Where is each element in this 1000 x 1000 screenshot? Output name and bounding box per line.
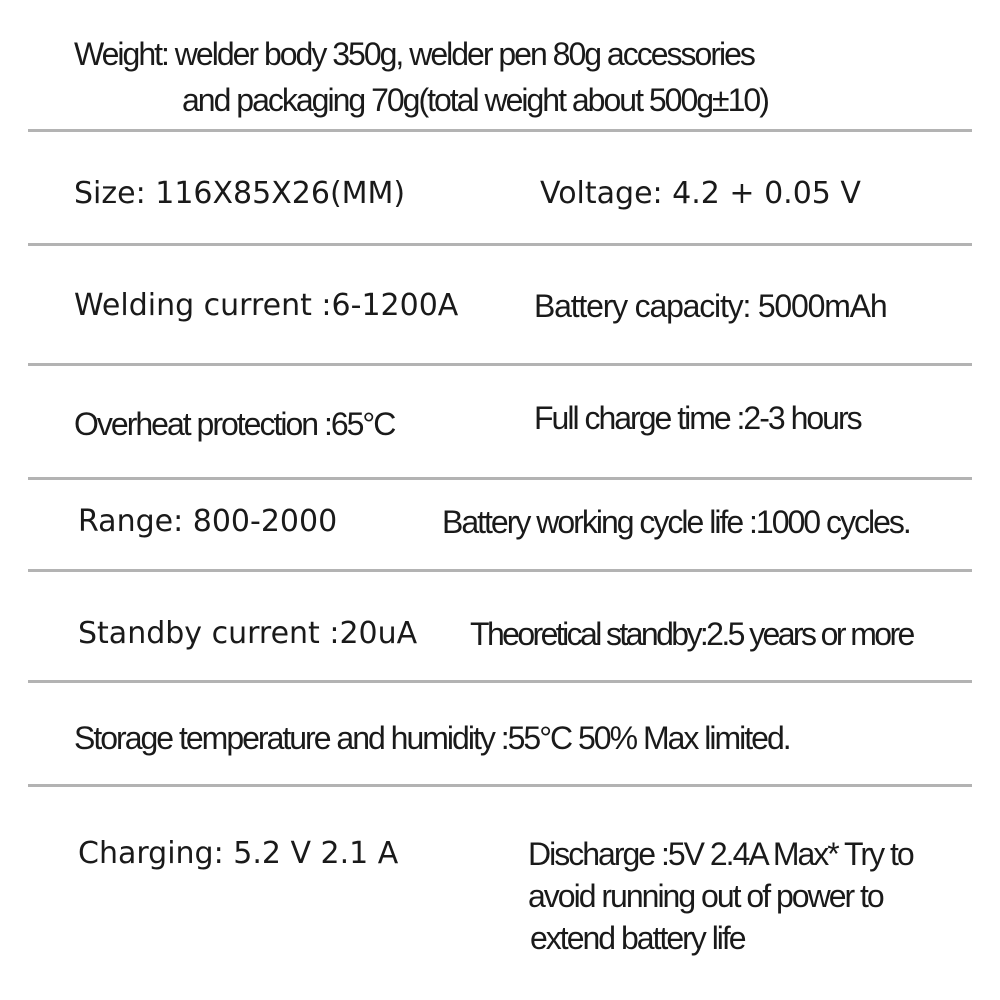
- divider: [28, 477, 972, 480]
- battery-cycle-life-spec: Battery working cycle life :1000 cycles.: [442, 504, 910, 540]
- divider: [28, 569, 972, 572]
- theoretical-standby-spec: Theoretical standby:2.5 years or more: [470, 616, 913, 652]
- range-spec: Range: 800-2000: [78, 504, 338, 539]
- divider: [28, 784, 972, 787]
- welding-current-spec: Welding current :6-1200A: [74, 288, 459, 323]
- size-spec: Size: 116X85X26(MM): [74, 176, 406, 211]
- discharge-line-2: avoid running out of power to: [528, 878, 883, 914]
- battery-capacity-spec: Battery capacity: 5000mAh: [534, 288, 887, 324]
- full-charge-time-spec: Full charge time :2-3 hours: [534, 400, 861, 436]
- voltage-spec: Voltage: 4.2 + 0.05 V: [540, 176, 861, 211]
- overheat-protection-spec: Overheat protection :65°C: [74, 406, 395, 442]
- storage-spec: Storage temperature and humidity :55°C 50% Max limited.: [74, 720, 790, 756]
- divider: [28, 363, 972, 366]
- standby-current-spec: Standby current :20uA: [78, 616, 418, 651]
- discharge-line-1: Discharge :5V 2.4A Max* Try to: [528, 836, 913, 872]
- weight-line-1: Weight: welder body 350g, welder pen 80g accessories: [74, 36, 754, 72]
- divider: [28, 680, 972, 683]
- discharge-line-3: extend battery life: [530, 920, 745, 956]
- divider: [28, 243, 972, 246]
- charging-spec: Charging: 5.2 V 2.1 A: [78, 836, 399, 871]
- divider: [28, 129, 972, 132]
- weight-line-2: and packaging 70g(total weight about 500g±10): [182, 82, 768, 118]
